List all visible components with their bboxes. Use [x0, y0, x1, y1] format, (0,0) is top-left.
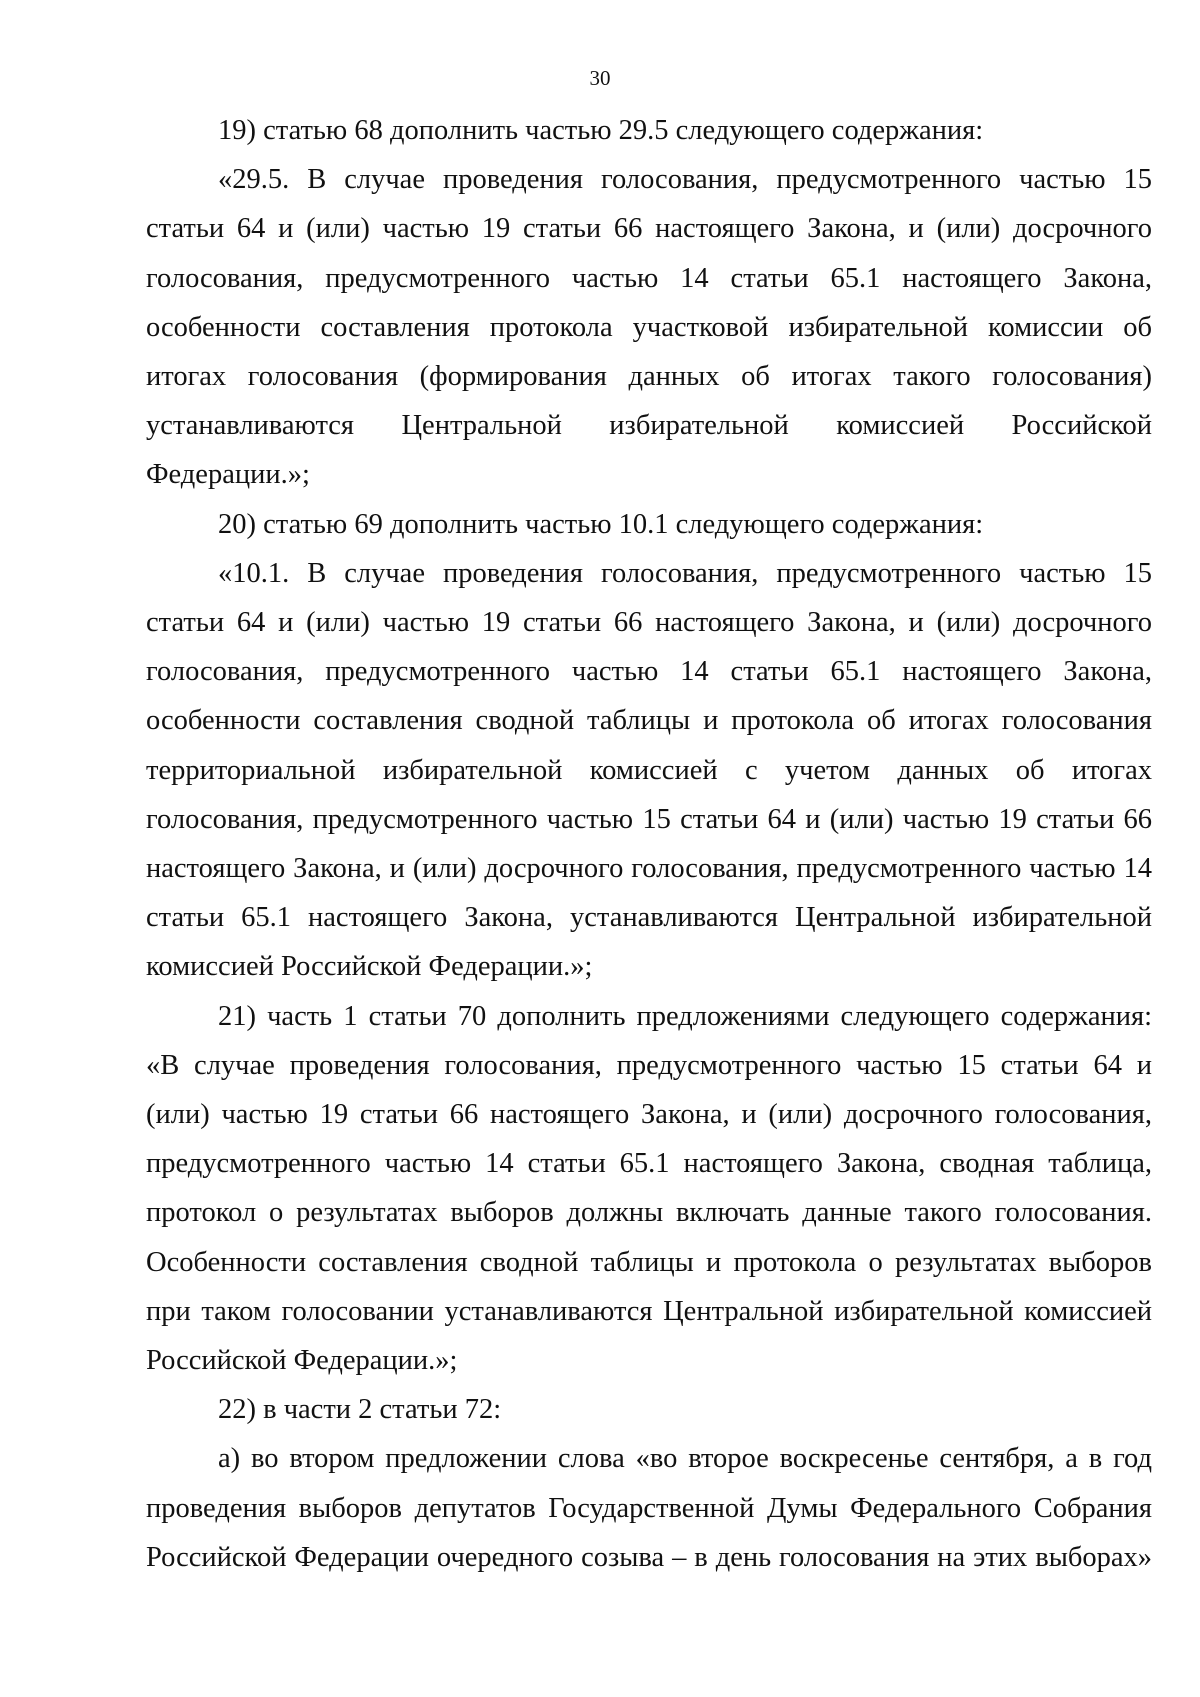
text-line: статьи 64 и (или) частью 19 статьи 66 настоящего Закона, и (или) досрочного [146, 213, 1152, 245]
text-line: (или) частью 19 статьи 66 настоящего Закона, и (или) досрочного голосования, [146, 1099, 1152, 1131]
text-line: протокол о результатах выборов должны включать данные такого голосования. [146, 1197, 1152, 1229]
text-line: Российской Федерации.»; [146, 1345, 458, 1377]
page-number: 30 [589, 66, 611, 90]
text-line: проведения выборов депутатов Государственной Думы Федерального Собрания [146, 1492, 1152, 1524]
text-line: настоящего Закона, и (или) досрочного голосования, предусмотренного частью 14 [146, 853, 1152, 885]
text-line: а) во втором предложении слова «во второе воскресенье сентября, а в год [218, 1443, 1152, 1475]
text-line: статьи 65.1 настоящего Закона, устанавливаются Центральной избирательной [146, 902, 1152, 934]
amendment-text-29-5 [146, 155, 1152, 499]
text-line: голосования, предусмотренного частью 15 статьи 64 и (или) частью 19 статьи 66 [146, 803, 1152, 835]
text-line: при таком голосовании устанавливаются Центральной избирательной комиссией [146, 1295, 1152, 1327]
text-line: Федерации.»; [146, 459, 310, 491]
text-line: комиссией Российской Федерации.»; [146, 951, 593, 983]
text-line: особенности составления протокола участковой избирательной комиссии об [146, 311, 1152, 343]
text-line: особенности составления сводной таблицы и протокола об итогах голосования [146, 705, 1152, 737]
text-line: 21) часть 1 статьи 70 дополнить предложениями следующего содержания: [218, 1000, 1152, 1032]
text-line: территориальной избирательной комиссией с учетом данных об итогах [146, 754, 1152, 786]
amendment-text-10-1 [146, 549, 1152, 992]
text-line: Особенности составления сводной таблицы и протокола о результатах выборов [146, 1246, 1152, 1278]
text-line: предусмотренного частью 14 статьи 65.1 настоящего Закона, сводная таблица, [146, 1148, 1152, 1180]
text-line: итогах голосования (формирования данных об итогах такого голосования) [146, 361, 1152, 393]
text-line: статьи 64 и (или) частью 19 статьи 66 настоящего Закона, и (или) досрочного [146, 607, 1152, 639]
amendment-subitem-a [146, 1434, 1152, 1582]
text-line: «В случае проведения голосования, предусмотренного частью 15 статьи 64 и [146, 1049, 1152, 1081]
text-line: голосования, предусмотренного частью 14 статьи 65.1 настоящего Закона, [146, 262, 1152, 294]
text-line: 19) статью 68 дополнить частью 29.5 следующего содержания: [218, 115, 984, 146]
amendment-item-21 [146, 992, 1152, 1386]
document-body [146, 106, 1152, 1582]
amendment-item-22 [146, 1385, 1152, 1434]
text-line: устанавливаются Центральной избирательной комиссией Российской [146, 410, 1152, 442]
text-line: «29.5. В случае проведения голосования, предусмотренного частью 15 [218, 164, 1152, 196]
text-line: Российской Федерации очередного созыва – в день голосования на этих выборах» [146, 1541, 1152, 1573]
text-line: 20) статью 69 дополнить частью 10.1 следующего содержания: [218, 508, 984, 540]
text-line: голосования, предусмотренного частью 14 статьи 65.1 настоящего Закона, [146, 656, 1152, 688]
text-line: «10.1. В случае проведения голосования, предусмотренного частью 15 [218, 557, 1152, 589]
text-line: 22) в части 2 статьи 72: [218, 1394, 502, 1426]
amendment-item-20 [146, 500, 1152, 549]
amendment-item-19 [146, 106, 1152, 155]
